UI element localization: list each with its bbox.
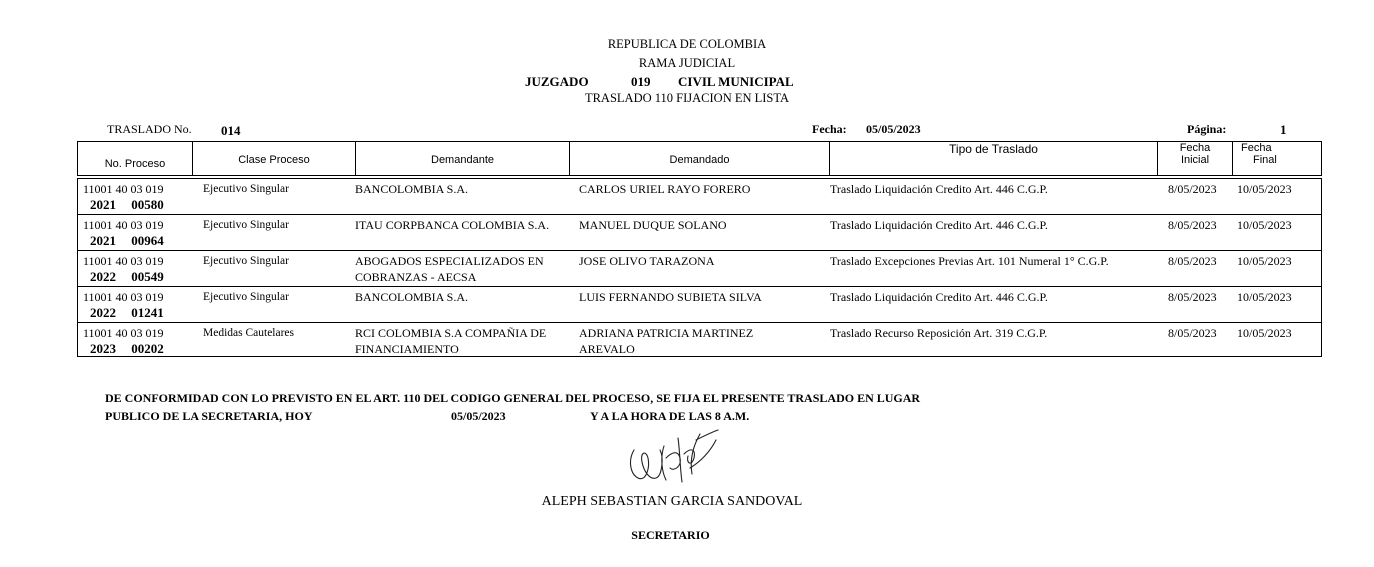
fecha-inicial: 8/05/2023 bbox=[1168, 326, 1217, 340]
clase-proceso: Ejecutivo Singular bbox=[203, 219, 289, 231]
demandado: MANUEL DUQUE SOLANO bbox=[579, 218, 727, 232]
proceso-radicado: 11001 40 03 019 bbox=[83, 254, 164, 268]
proceso-radicado: 11001 40 03 019 bbox=[83, 182, 164, 196]
traslado-label: TRASLADO No. bbox=[107, 122, 192, 136]
conformidad-statement: DE CONFORMIDAD CON LO PREVISTO EN EL ART. 110 DEL CODIGO GENERAL DEL PROCESO, SE FIJA EL PRESENTE TRASLADO EN LUGAR bbox=[105, 391, 921, 405]
proceso-numero: 2023 00202 bbox=[90, 341, 164, 356]
signer-name: ALEPH SEBASTIAN GARCIA SANDOVAL bbox=[541, 494, 803, 509]
clase-proceso: Ejecutivo Singular bbox=[203, 255, 289, 267]
fecha-inicial: 8/05/2023 bbox=[1168, 254, 1217, 268]
fecha-inicial: 8/05/2023 bbox=[1168, 218, 1217, 232]
fecha-inicial: 8/05/2023 bbox=[1168, 182, 1217, 196]
col-header-fecha-final: Fecha Final bbox=[1241, 142, 1277, 166]
tipo-traslado: Traslado Liquidación Credito Art. 446 C.G.P. bbox=[830, 218, 1048, 232]
header-juzgado-num: 019 bbox=[631, 74, 651, 89]
demandado: CARLOS URIEL RAYO FORERO bbox=[579, 182, 751, 196]
pagina-label: Página: bbox=[1187, 122, 1227, 136]
header-juzgado-tipo: CIVIL MUNICIPAL bbox=[678, 74, 794, 89]
tipo-traslado: Traslado Recurso Reposición Art. 319 C.G.P. bbox=[830, 326, 1048, 340]
fecha-label: Fecha: bbox=[812, 122, 847, 136]
traslado-number: 014 bbox=[221, 123, 241, 138]
demandante: BANCOLOMBIA S.A. bbox=[355, 290, 469, 304]
hora-fijacion: Y A LA HORA DE LAS 8 A.M. bbox=[590, 409, 750, 423]
table-row bbox=[78, 323, 1321, 359]
fecha-final: 10/05/2023 bbox=[1237, 326, 1292, 340]
col-header-fecha-inicial: Fecha Inicial bbox=[1158, 142, 1233, 175]
proceso-numero: 2021 00964 bbox=[90, 233, 164, 248]
pagina-value: 1 bbox=[1280, 122, 1287, 137]
tipo-traslado: Traslado Excepciones Previas Art. 101 Numeral 1° C.G.P. bbox=[830, 254, 1109, 268]
header-juzgado-label: JUZGADO bbox=[525, 74, 589, 89]
demandante: ITAU CORPBANCA COLOMBIA S.A. bbox=[355, 218, 550, 232]
fecha-final: 10/05/2023 bbox=[1237, 182, 1292, 196]
tipo-traslado: Traslado Liquidación Credito Art. 446 C.G.P. bbox=[830, 182, 1048, 196]
table-row bbox=[78, 179, 1321, 215]
proceso-numero: 2022 01241 bbox=[90, 305, 164, 320]
demandante: RCI COLOMBIA S.A COMPAÑIA DE FINANCIAMIENTO bbox=[355, 326, 547, 356]
col-header-demandado: Demandado bbox=[570, 142, 830, 175]
demandado: JOSE OLIVO TARAZONA bbox=[579, 254, 715, 268]
header-republica: REPUBLICA DE COLOMBIA bbox=[607, 37, 767, 51]
fijacion-date: 05/05/2023 bbox=[451, 409, 506, 423]
proceso-numero: 2022 00549 bbox=[90, 269, 164, 284]
publico-secretaria: PUBLICO DE LA SECRETARIA, HOY bbox=[105, 409, 313, 423]
signer-role: SECRETARIO bbox=[631, 528, 710, 542]
col-header-tipo: Tipo de Traslado bbox=[830, 142, 1158, 175]
fecha-value: 05/05/2023 bbox=[866, 122, 921, 136]
fecha-final: 10/05/2023 bbox=[1237, 254, 1292, 268]
col-header-demandante: Demandante bbox=[356, 142, 570, 175]
fecha-final: 10/05/2023 bbox=[1237, 290, 1292, 304]
demandante: ABOGADOS ESPECIALIZADOS EN COBRANZAS - AECSA bbox=[355, 254, 544, 284]
demandado: LUIS FERNANDO SUBIETA SILVA bbox=[579, 290, 762, 304]
table-row bbox=[78, 287, 1321, 323]
signature-image bbox=[620, 428, 730, 488]
traslado-table bbox=[77, 178, 1322, 357]
proceso-numero: 2021 00580 bbox=[90, 197, 164, 212]
demandante: BANCOLOMBIA S.A. bbox=[355, 182, 469, 196]
clase-proceso: Ejecutivo Singular bbox=[203, 183, 289, 195]
proceso-radicado: 11001 40 03 019 bbox=[83, 290, 164, 304]
table-row bbox=[78, 215, 1321, 251]
proceso-radicado: 11001 40 03 019 bbox=[83, 218, 164, 232]
fecha-final: 10/05/2023 bbox=[1237, 218, 1292, 232]
fecha-inicial: 8/05/2023 bbox=[1168, 290, 1217, 304]
header-rama: RAMA JUDICIAL bbox=[638, 56, 736, 70]
tipo-traslado: Traslado Liquidación Credito Art. 446 C.G.P. bbox=[830, 290, 1048, 304]
column-header-row bbox=[77, 141, 1322, 176]
col-header-clase: Clase Proceso bbox=[193, 142, 356, 175]
proceso-radicado: 11001 40 03 019 bbox=[83, 326, 164, 340]
clase-proceso: Ejecutivo Singular bbox=[203, 291, 289, 303]
table-row bbox=[78, 251, 1321, 287]
header-traslado-fijacion: TRASLADO 110 FIJACION EN LISTA bbox=[584, 91, 790, 105]
col-header-proceso: No. Proceso bbox=[78, 142, 193, 175]
demandado: ADRIANA PATRICIA MARTINEZ AREVALO bbox=[579, 326, 754, 356]
clase-proceso: Medidas Cautelares bbox=[203, 327, 295, 339]
